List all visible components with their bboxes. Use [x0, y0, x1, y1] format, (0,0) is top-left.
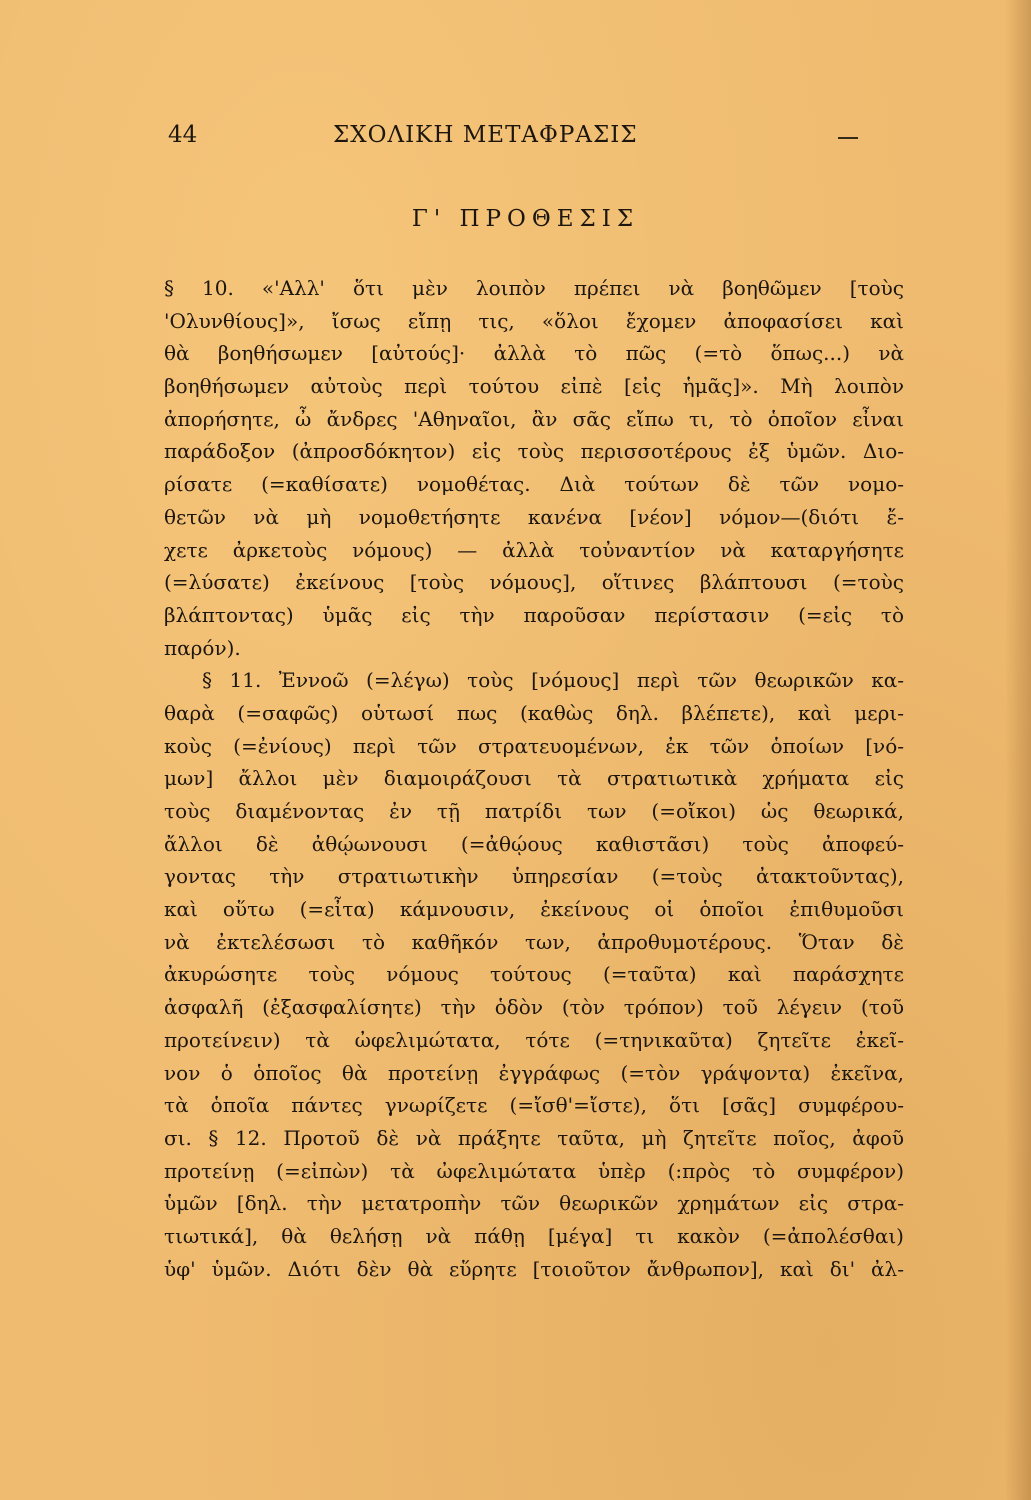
text-line: βοηθήσωμεν αὐτοὺς περὶ τούτου εἰπὲ [εἰς ἡμᾶς]». Μὴ λοιπὸν	[164, 374, 904, 399]
text-line: βλάπτοντας) ὑμᾶς εἰς τὴν παροῦσαν περίστασιν (=εἰς τὸ	[164, 602, 904, 627]
text-line: προτείνειν) τὰ ὠφελιμώτατα, τότε (=τηνικαῦτα) ζητεῖτε ἐκεῖ-	[164, 1027, 904, 1052]
section-heading: Γ' ΠΡΟΘΕΣΙΣ	[411, 206, 640, 232]
text-line: θαρὰ (=σαφῶς) οὑτωσί πως (καθὼς δηλ. βλέπετε), καὶ μερι-	[164, 700, 904, 725]
text-line: ἀσφαλῆ (ἐξασφαλίσητε) τὴν ὁδὸν (τὸν τρόπον) τοῦ λέγειν (τοῦ	[164, 995, 904, 1020]
running-title: ΣΧΟΛΙΚΗ ΜΕΤΑΦΡΑΣΙΣ	[333, 122, 638, 148]
text-line: ὑφ' ὑμῶν. Διότι δὲν θὰ εὕρητε [τοιοῦτον ἄνθρωπον], καὶ δι' ἀλ-	[164, 1256, 904, 1281]
text-line: νον ὁ ὁποῖος θὰ προτείνῃ ἐγγράφως (=τὸν γράψοντα) ἐκεῖνα,	[164, 1060, 904, 1085]
text-line: τοὺς διαμένοντας ἐν τῇ πατρίδι των (=οἴκοι) ὡς θεωρικά,	[164, 799, 904, 823]
running-head	[168, 122, 868, 156]
text-line: νὰ ἐκτελέσωσι τὸ καθῆκόν των, ἀπροθυμοτέρους. Ὅταν δὲ	[164, 929, 904, 954]
body-text	[164, 272, 904, 1285]
text-line: γοντας τὴν στρατιωτικὴν ὑπηρεσίαν (=τοὺς ἀτακτοῦντας),	[164, 864, 904, 889]
text-line: (=λύσατε) ἐκείνους [τοὺς νόμους], οἵτινες βλάπτουσι (=τοὺς	[164, 570, 904, 595]
page-number: 44	[168, 122, 198, 148]
text-line: ὑμῶν [δηλ. τὴν μετατροπὴν τῶν θεωρικῶν χρημάτων εἰς στρα-	[164, 1191, 904, 1216]
text-line: ἀκυρώσητε τοὺς νόμους τούτους (=ταῦτα) καὶ παράσχητε	[164, 962, 904, 987]
text-line: θὰ βοηθήσωμεν [αὐτούς]· ἀλλὰ τὸ πῶς (=τὸ ὅπως...) νὰ	[164, 341, 904, 366]
text-line: μων] ἄλλοι μὲν διαμοιράζουσι τὰ στρατιωτικὰ χρήματα εἰς	[164, 766, 904, 791]
text-line: ἀπορήσητε, ὦ ἄνδρες 'Αθηναῖοι, ἂν σᾶς εἴπω τι, τὸ ὁποῖον εἶναι	[164, 406, 904, 431]
text-line: χετε ἀρκετοὺς νόμους) — ἀλλὰ τοὐναντίον νὰ καταργήσητε	[164, 537, 904, 562]
text-line: τὰ ὁποῖα πάντες γνωρίζετε (=ἴσθ'=ἴστε), ὅτι [σᾶς] συμφέρου-	[164, 1093, 904, 1118]
text-line: καὶ οὕτω (=εἶτα) κάμνουσιν, ἐκείνους οἱ ὁποῖοι ἐπιθυμοῦσι	[164, 897, 904, 922]
text-line: θετῶν νὰ μὴ νομοθετήσητε κανένα [νέον] νόμον—(διότι ἔ-	[164, 504, 904, 529]
header-dash	[838, 137, 858, 139]
text-line: ἄλλοι δὲ ἀθῴωνουσι (=ἀθῴους καθιστᾶσι) τοὺς ἀποφεύ-	[164, 831, 904, 856]
text-line: παρόν).	[164, 635, 241, 660]
text-line: 'Ολυνθίους]», ἴσως εἴπῃ τις, «ὅλοι ἔχομεν ἀποφασίσει καὶ	[164, 308, 904, 333]
text-line: κοὺς (=ἐνίους) περὶ τῶν στρατευομένων, ἐκ τῶν ὁποίων [νό-	[164, 733, 904, 758]
text-line: § 11. Ἐννοῶ (=λέγω) τοὺς [νόμους] περὶ τῶν θεωρικῶν κα-	[202, 668, 904, 693]
text-line: τιωτικά], θὰ θελήσῃ νὰ πάθῃ [μέγα] τι κακὸν (=ἀπολέσθαι)	[164, 1223, 904, 1248]
text-line: προτείνῃ (=εἰπὼν) τὰ ὠφελιμώτατα ὑπὲρ (:πρὸς τὸ συμφέρον)	[164, 1158, 904, 1183]
text-line: § 10. «'Αλλ' ὅτι μὲν λοιπὸν πρέπει νὰ βοηθῶμεν [τοὺς	[164, 276, 904, 300]
text-line: σι. § 12. Προτοῦ δὲ νὰ πράξητε ταῦτα, μὴ ζητεῖτε ποῖος, ἀφοῦ	[164, 1125, 904, 1150]
text-line: ρίσατε (=καθίσατε) νομοθέτας. Διὰ τούτων δὲ τῶν νομο-	[164, 472, 904, 497]
text-line: παράδοξον (ἀπροσδόκητον) εἰς τοὺς περισσοτέρους ἐξ ὑμῶν. Διο-	[164, 439, 904, 464]
